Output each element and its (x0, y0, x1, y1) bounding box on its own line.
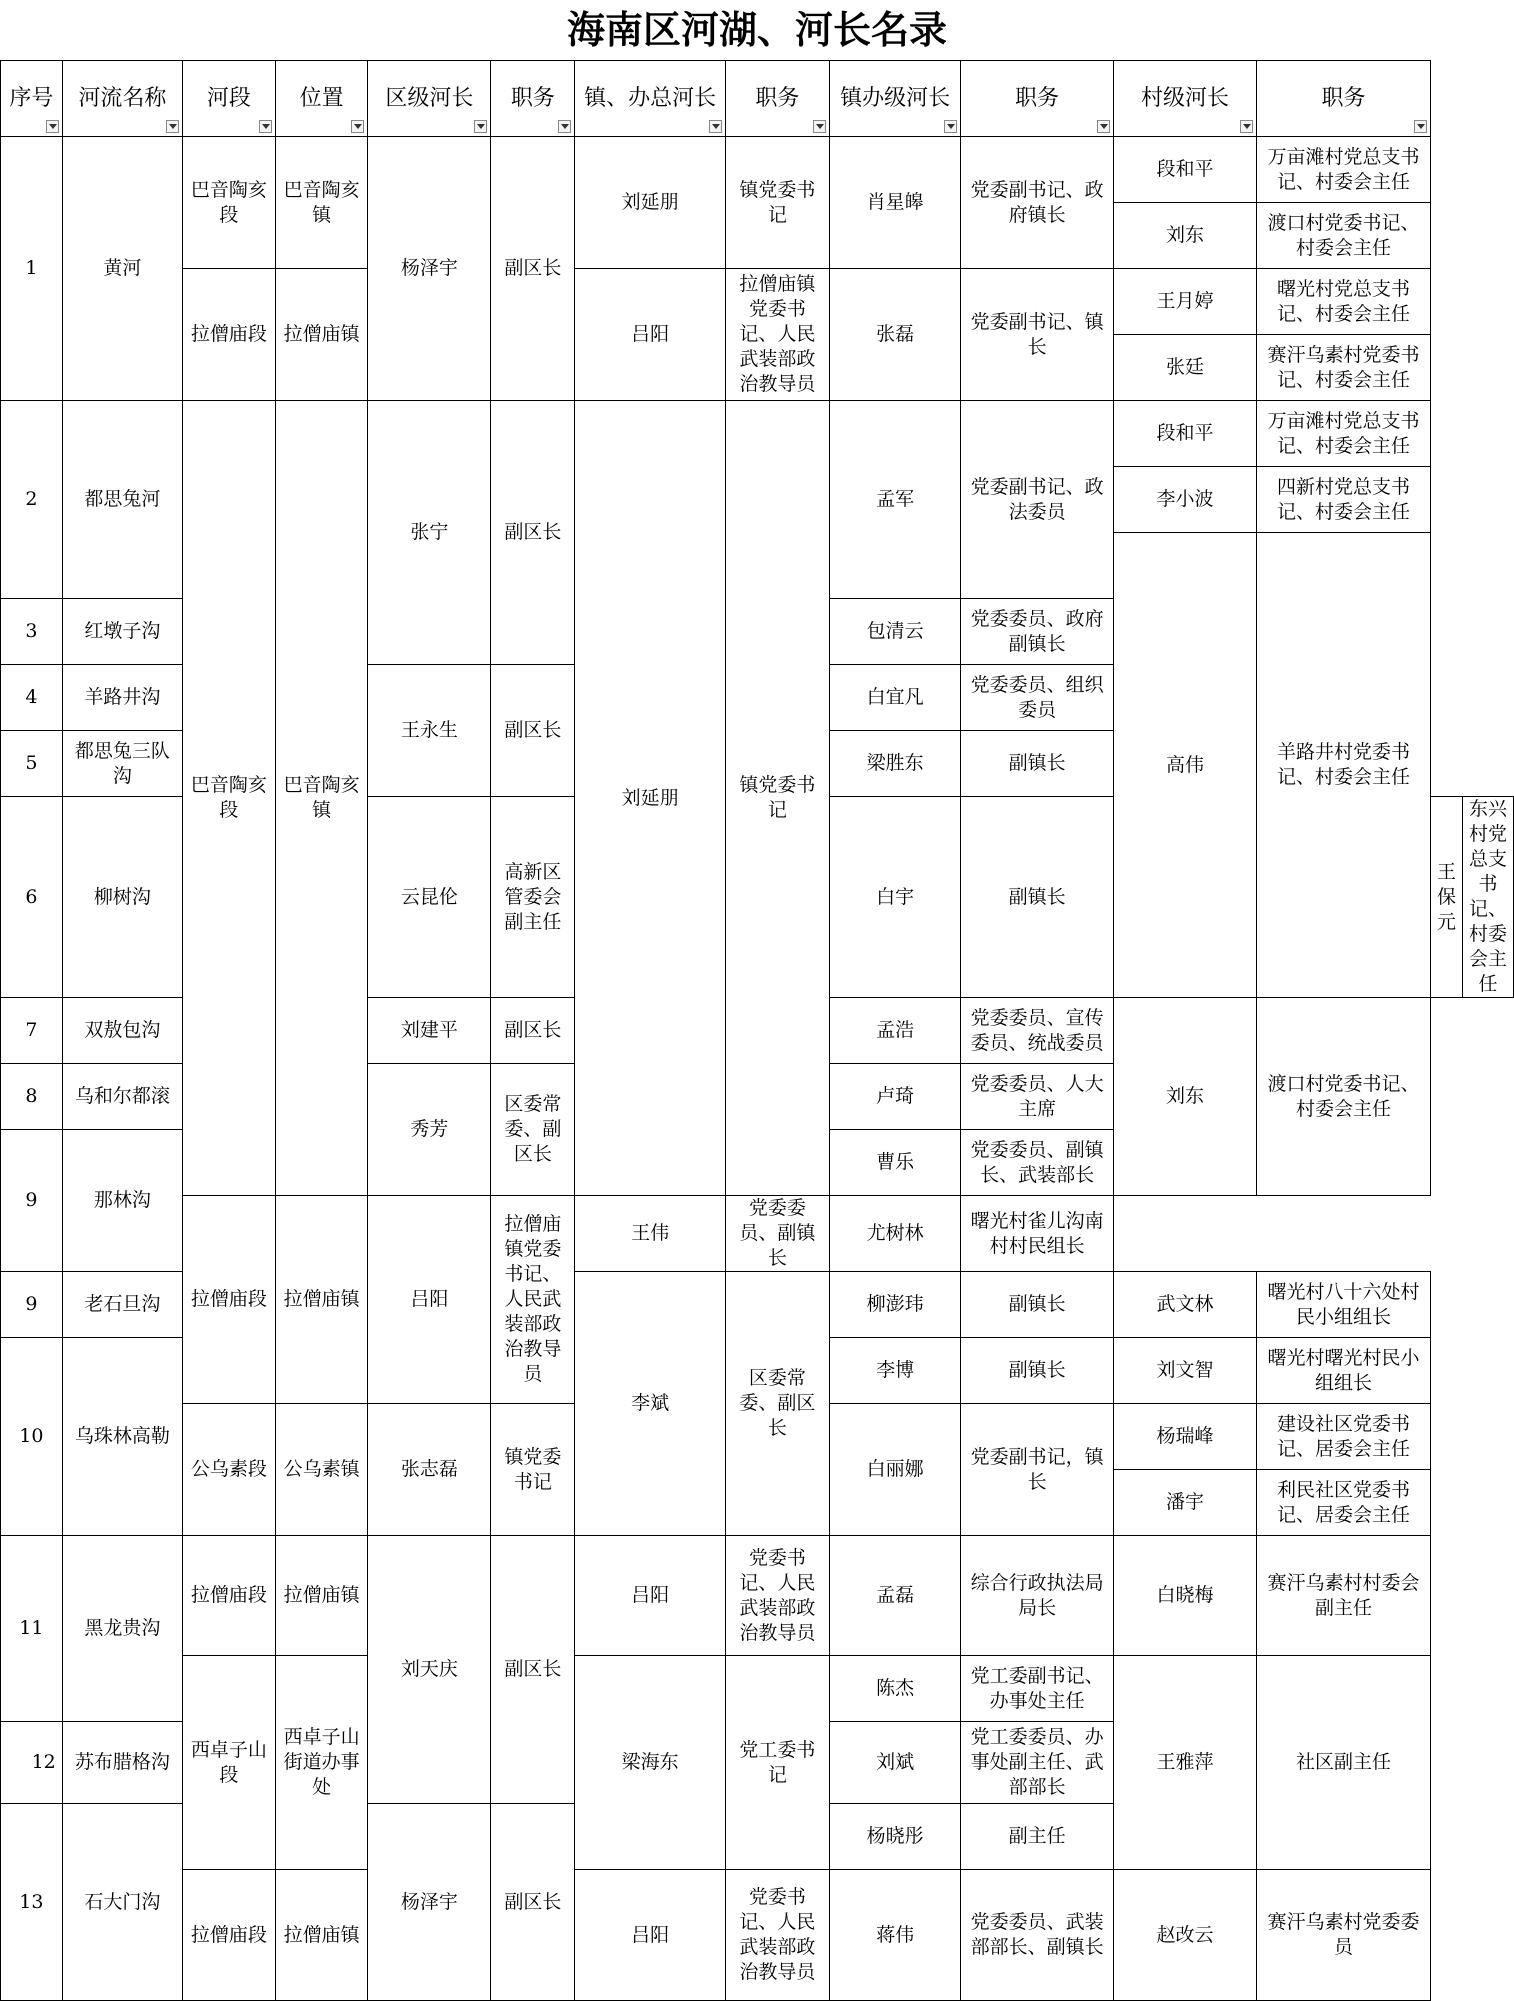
header-label: 职务 (510, 86, 555, 111)
cell-town-general-chief: 吕阳 (575, 269, 725, 401)
cell-town-chief: 孟磊 (830, 1536, 961, 1656)
cell-district-chief: 刘建平 (368, 998, 491, 1064)
cell-river-name: 石大门沟 (62, 1804, 182, 2001)
column-header (830, 61, 961, 137)
cell-town-general-chief: 吕阳 (575, 1870, 725, 2001)
column-header (725, 61, 829, 137)
cell-village-chief: 尤树林 (830, 1196, 961, 1272)
cell-location: 公乌素镇 (275, 1404, 368, 1536)
column-header (491, 61, 575, 137)
cell-segment: 拉僧庙段 (182, 1536, 275, 1656)
cell-village-chief: 王保元 (1430, 797, 1462, 998)
filter-dropdown-icon[interactable] (259, 120, 272, 133)
column-header (575, 61, 725, 137)
cell-town-chief: 陈杰 (830, 1656, 961, 1722)
filter-dropdown-icon[interactable] (1097, 120, 1110, 133)
cell-river-name: 羊路井沟 (62, 665, 182, 731)
cell-location: 巴音陶亥镇 (275, 137, 368, 269)
cell-town-title: 党委委员、宣传委员、统战委员 (961, 998, 1114, 1064)
cell-town-title: 党委副书记、政府镇长 (961, 137, 1114, 269)
cell-no: 12 (1, 1722, 63, 1804)
cell-river-name: 都思兔河 (62, 401, 182, 599)
cell-no: 6 (1, 797, 63, 998)
cell-no: 1 (1, 137, 63, 401)
table-row (1, 1656, 1514, 1722)
cell-town-chief: 李博 (830, 1338, 961, 1404)
cell-village-chief: 赵改云 (1113, 1870, 1256, 2001)
cell-district-chief: 云昆伦 (368, 797, 491, 998)
cell-river-name: 乌珠林高勒 (62, 1338, 182, 1536)
cell-location: 拉僧庙镇 (275, 1536, 368, 1656)
filter-dropdown-icon[interactable] (944, 120, 957, 133)
cell-village-title: 曙光村雀儿沟南村村民组长 (961, 1196, 1114, 1272)
cell-no: 9 (1, 1272, 63, 1338)
filter-dropdown-icon[interactable] (813, 120, 826, 133)
cell-river-name: 都思兔三队沟 (62, 731, 182, 797)
cell-segment: 西卓子山段 (182, 1656, 275, 1870)
cell-village-title: 赛汗乌素村党委书记、村委会主任 (1257, 335, 1431, 401)
cell-village-title: 四新村党总支书记、村委会主任 (1257, 467, 1431, 533)
cell-town-general-chief: 刘延朋 (575, 401, 725, 1196)
cell-town-chief: 孟浩 (830, 998, 961, 1064)
cell-district-title: 副区长 (491, 998, 575, 1064)
cell-district-title: 副区长 (491, 401, 575, 665)
cell-village-chief: 王月婷 (1113, 269, 1256, 335)
column-header (275, 61, 368, 137)
cell-village-title: 赛汗乌素村党委委员 (1257, 1870, 1431, 2001)
cell-town-title: 副镇长 (961, 1272, 1114, 1338)
header-label: 河段 (206, 86, 251, 111)
column-header (1, 61, 63, 137)
filter-dropdown-icon[interactable] (46, 120, 59, 133)
cell-district-title: 副区长 (491, 665, 575, 797)
cell-village-chief: 刘文智 (1113, 1338, 1256, 1404)
header-row (1, 61, 1514, 137)
cell-town-general-title: 党委书记、人民武装部政治教导员 (725, 1536, 829, 1656)
table-row (1, 1870, 1514, 2001)
cell-town-title: 党委委员、副镇长 (725, 1196, 829, 1272)
header-label: 职务 (1015, 86, 1060, 111)
cell-town-title: 党委委员、人大主席 (961, 1064, 1114, 1130)
cell-village-chief: 李小波 (1113, 467, 1256, 533)
cell-river-name: 黑龙贵沟 (62, 1536, 182, 1722)
header-label: 镇、办总河长 (584, 86, 717, 111)
cell-town-chief: 杨晓彤 (830, 1804, 961, 1870)
header-label: 河流名称 (78, 86, 167, 111)
cell-district-chief: 李斌 (575, 1272, 725, 1536)
filter-dropdown-icon[interactable] (166, 120, 179, 133)
cell-river-name: 红墩子沟 (62, 599, 182, 665)
page-title: 海南区河湖、河长名录 (566, 7, 947, 52)
cell-town-chief: 孟军 (830, 401, 961, 599)
cell-segment: 巴音陶亥段 (182, 137, 275, 269)
table-row (1, 269, 1514, 335)
cell-segment: 拉僧庙段 (182, 269, 275, 401)
cell-river-name: 黄河 (62, 137, 182, 401)
header-label: 职务 (755, 86, 800, 111)
cell-town-title: 党委委员、副镇长、武装部长 (961, 1130, 1114, 1196)
cell-district-chief: 秀芳 (368, 1064, 491, 1196)
header-label: 镇办级河长 (840, 86, 951, 111)
header-label: 职务 (1321, 86, 1366, 111)
cell-no: 3 (1, 599, 63, 665)
filter-dropdown-icon[interactable] (1240, 120, 1253, 133)
column-header (62, 61, 182, 137)
river-chief-table (0, 60, 1514, 2001)
cell-town-title: 副镇长 (961, 797, 1114, 998)
cell-town-general-title: 党委书记、人民武装部政治教导员 (725, 1870, 829, 2001)
cell-village-chief: 段和平 (1113, 401, 1256, 467)
cell-no: 8 (1, 1064, 63, 1130)
cell-town-title: 党委副书记、镇长 (961, 269, 1114, 401)
column-header (1113, 61, 1256, 137)
cell-village-chief: 刘东 (1113, 998, 1256, 1196)
cell-segment: 拉僧庙段 (182, 1196, 275, 1404)
cell-village-chief: 白晓梅 (1113, 1536, 1256, 1656)
cell-town-title: 综合行政执法局局长 (961, 1536, 1114, 1656)
cell-town-chief: 张磊 (830, 269, 961, 401)
cell-town-chief: 梁胜东 (830, 731, 961, 797)
cell-no: 2 (1, 401, 63, 599)
table-row (1, 1196, 1514, 1272)
cell-no: 5 (1, 731, 63, 797)
cell-village-title: 渡口村党委书记、村委会主任 (1257, 203, 1431, 269)
cell-town-chief: 包清云 (830, 599, 961, 665)
cell-town-title: 副镇长 (961, 1338, 1114, 1404)
table-row (1, 137, 1514, 203)
cell-town-chief: 白宜凡 (830, 665, 961, 731)
cell-village-title: 利民社区党委书记、居委会主任 (1257, 1470, 1431, 1536)
cell-town-chief: 白宇 (830, 797, 961, 998)
filter-dropdown-icon[interactable] (351, 120, 364, 133)
cell-district-chief: 张宁 (368, 401, 491, 665)
cell-village-title: 渡口村党委书记、村委会主任 (1257, 998, 1431, 1196)
cell-no: 4 (1, 665, 63, 731)
cell-village-chief: 段和平 (1113, 137, 1256, 203)
cell-river-name: 柳树沟 (62, 797, 182, 998)
cell-no: 10 (1, 1338, 63, 1536)
cell-village-chief: 刘东 (1113, 203, 1256, 269)
cell-village-chief: 张廷 (1113, 335, 1256, 401)
filter-dropdown-icon[interactable] (558, 120, 571, 133)
cell-district-chief: 王永生 (368, 665, 491, 797)
cell-town-chief: 卢琦 (830, 1064, 961, 1130)
cell-district-chief: 刘天庆 (368, 1536, 491, 1804)
cell-location: 拉僧庙镇 (275, 1870, 368, 2001)
cell-village-title: 建设社区党委书记、居委会主任 (1257, 1404, 1431, 1470)
cell-town-chief: 蒋伟 (830, 1870, 961, 2001)
cell-river-name: 那林沟 (62, 1130, 182, 1272)
filter-dropdown-icon[interactable] (474, 120, 487, 133)
cell-town-general-title: 镇党委书记 (725, 401, 829, 1196)
cell-town-general-chief: 张志磊 (368, 1404, 491, 1536)
cell-town-general-title: 镇党委书记 (491, 1404, 575, 1536)
cell-location: 拉僧庙镇 (275, 1196, 368, 1404)
cell-district-title: 区委常委、副区长 (491, 1064, 575, 1196)
cell-district-title: 副区长 (491, 137, 575, 401)
cell-town-general-title: 拉僧庙镇党委书记、人民武装部政治教导员 (491, 1196, 575, 1404)
cell-town-title: 党委委员、政府副镇长 (961, 599, 1114, 665)
cell-village-title: 万亩滩村党总支书记、村委会主任 (1257, 401, 1431, 467)
table-row (1, 1536, 1514, 1656)
header-label: 村级河长 (1141, 86, 1230, 111)
cell-town-title: 党工委委员、办事处副主任、武部部长 (961, 1722, 1114, 1804)
cell-town-chief: 刘斌 (830, 1722, 961, 1804)
cell-segment: 拉僧庙段 (182, 1870, 275, 2001)
cell-village-title: 曙光村八十六处村民小组组长 (1257, 1272, 1431, 1338)
header-label: 区级河长 (385, 86, 474, 111)
filter-dropdown-icon[interactable] (1414, 120, 1427, 133)
cell-town-title: 副主任 (961, 1804, 1114, 1870)
cell-village-title: 羊路井村党委书记、村委会主任 (1257, 533, 1431, 998)
cell-village-title: 东兴村党总支书记、村委会主任 (1463, 797, 1514, 998)
cell-no: 7 (1, 998, 63, 1064)
cell-district-title: 区委常委、副区长 (725, 1272, 829, 1536)
cell-town-general-chief: 吕阳 (575, 1536, 725, 1656)
cell-town-title: 党委副书记、政法委员 (961, 401, 1114, 599)
cell-village-chief: 杨瑞峰 (1113, 1404, 1256, 1470)
cell-no: 11 (1, 1536, 63, 1722)
cell-village-title: 曙光村党总支书记、村委会主任 (1257, 269, 1431, 335)
cell-location: 拉僧庙镇 (275, 269, 368, 401)
cell-segment: 巴音陶亥段 (182, 401, 275, 1196)
cell-town-general-chief: 梁海东 (575, 1656, 725, 1870)
cell-location: 西卓子山街道办事处 (275, 1656, 368, 1870)
cell-no: 13 (1, 1804, 63, 2001)
column-header (1257, 61, 1431, 137)
cell-town-general-chief: 吕阳 (368, 1196, 491, 1404)
cell-village-title: 社区副主任 (1257, 1656, 1431, 1870)
column-header (182, 61, 275, 137)
cell-town-chief: 肖星皞 (830, 137, 961, 269)
cell-town-general-chief: 刘延朋 (575, 137, 725, 269)
cell-town-chief: 曹乐 (830, 1130, 961, 1196)
cell-village-title: 赛汗乌素村村委会副主任 (1257, 1536, 1431, 1656)
cell-village-chief: 高伟 (1113, 533, 1256, 998)
cell-district-chief: 杨泽宇 (368, 137, 491, 401)
cell-village-chief: 潘宇 (1113, 1470, 1256, 1536)
cell-town-title: 副镇长 (961, 731, 1114, 797)
column-header (368, 61, 491, 137)
cell-town-general-title: 拉僧庙镇党委书记、人民武装部政治教导员 (725, 269, 829, 401)
cell-town-title: 党工委副书记、办事处主任 (961, 1656, 1114, 1722)
table-row (1, 401, 1514, 467)
cell-river-name: 老石旦沟 (62, 1272, 182, 1338)
cell-river-name: 乌和尔都滚 (62, 1064, 182, 1130)
filter-dropdown-icon[interactable] (709, 120, 722, 133)
cell-village-title: 曙光村曙光村民小组组长 (1257, 1338, 1431, 1404)
cell-village-chief: 武文林 (1113, 1272, 1256, 1338)
cell-village-chief: 王雅萍 (1113, 1656, 1256, 1870)
cell-town-chief: 柳澎玮 (830, 1272, 961, 1338)
cell-town-title: 党委委员、组织委员 (961, 665, 1114, 731)
cell-river-name: 双敖包沟 (62, 998, 182, 1064)
cell-no: 9 (1, 1130, 63, 1272)
cell-town-general-title: 镇党委书记 (725, 137, 829, 269)
cell-town-title: 党委委员、武装部部长、副镇长 (961, 1870, 1114, 2001)
cell-location: 巴音陶亥镇 (275, 401, 368, 1196)
cell-district-chief: 杨泽宇 (368, 1804, 491, 2001)
cell-segment: 公乌素段 (182, 1404, 275, 1536)
cell-district-title: 高新区管委会副主任 (491, 797, 575, 998)
cell-village-title: 万亩滩村党总支书记、村委会主任 (1257, 137, 1431, 203)
cell-town-chief: 白丽娜 (830, 1404, 961, 1536)
header-label: 序号 (9, 86, 54, 111)
cell-town-title: 党委副书记，镇长 (961, 1404, 1114, 1536)
cell-town-chief: 王伟 (575, 1196, 725, 1272)
cell-river-name: 苏布腊格沟 (62, 1722, 182, 1804)
header-label: 位置 (299, 86, 344, 111)
cell-town-general-title: 党工委书记 (725, 1656, 829, 1870)
cell-district-title: 副区长 (491, 1536, 575, 1804)
column-header (961, 61, 1114, 137)
cell-district-title: 副区长 (491, 1804, 575, 2001)
